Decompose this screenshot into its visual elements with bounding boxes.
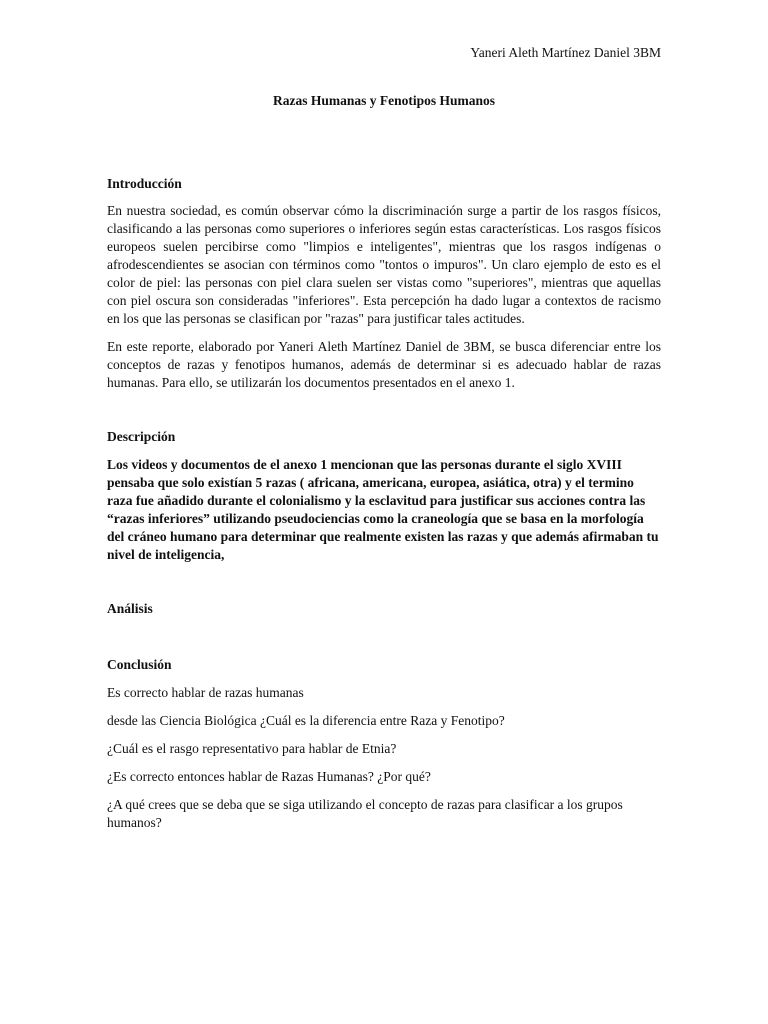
introduction-paragraph-2: En este reporte, elaborado por Yaneri Aleth Martínez Daniel de 3BM, se busca diferenciar entre los conceptos de razas y fenotipos humanos, además de determinar si es adecuado hablar de razas humanas. Para ello, se utilizarán los documentos presentados en el anexo 1. — [107, 339, 661, 390]
description-paragraph: Los videos y documentos de el anexo 1 mencionan que las personas durante el siglo XVIII pensaba que solo existían 5 razas ( africana, americana, europea, asiática, otra) y el termino raza fue añadido durante el colonialismo y la esclavitud para justificar sus acciones contra las “razas inferiores” utilizando pseudociencias como la craneología que se basa en la morfología del cráneo humano para determinar que realmente existen las razas y que además afirmaban tu nivel de inteligencia, — [107, 457, 659, 562]
description-section — [107, 428, 661, 564]
document-title: Razas Humanas y Fenotipos Humanos — [272, 93, 496, 108]
conclusion-heading: Conclusión — [107, 657, 172, 672]
conclusion-line: ¿A qué crees que se deba que se siga utilizando el concepto de razas para clasificar a los grupos humanos? — [107, 797, 623, 830]
analysis-heading: Análisis — [107, 601, 153, 616]
introduction-section — [107, 175, 661, 392]
introduction-heading: Introducción — [107, 176, 182, 191]
introduction-paragraph-1: En nuestra sociedad, es común observar cómo la discriminación surge a partir de los rasgos físicos, clasificando a las personas como superiores o inferiores según estas características. Los rasgos físicos europeos suelen percibirse como "limpios e inteligentes", mientras que los rasgos indígenas o afrodescendientes se asocian con términos como "tontos o impuros". Un claro ejemplo de esto es el color de piel: las personas con piel clara suelen ser vistas como "superiores", mientras que aquellas con piel oscura son consideradas "inferiores". Esta percepción ha dado lugar a contextos de racismo en los que las personas se clasifican por "razas" para justificar tales actitudes. — [107, 203, 661, 326]
conclusion-line: ¿Cuál es el rasgo representativo para hablar de Etnia? — [107, 741, 397, 756]
conclusion-line: desde las Ciencia Biológica ¿Cuál es la diferencia entre Raza y Fenotipo? — [107, 713, 505, 728]
header-author: Yaneri Aleth Martínez Daniel 3BM — [470, 45, 661, 60]
conclusion-section — [107, 656, 661, 832]
description-heading: Descripción — [107, 429, 176, 444]
conclusion-line: Es correcto hablar de razas humanas — [107, 685, 304, 700]
analysis-section — [107, 600, 661, 618]
conclusion-line: ¿Es correcto entonces hablar de Razas Humanas? ¿Por qué? — [107, 769, 431, 784]
